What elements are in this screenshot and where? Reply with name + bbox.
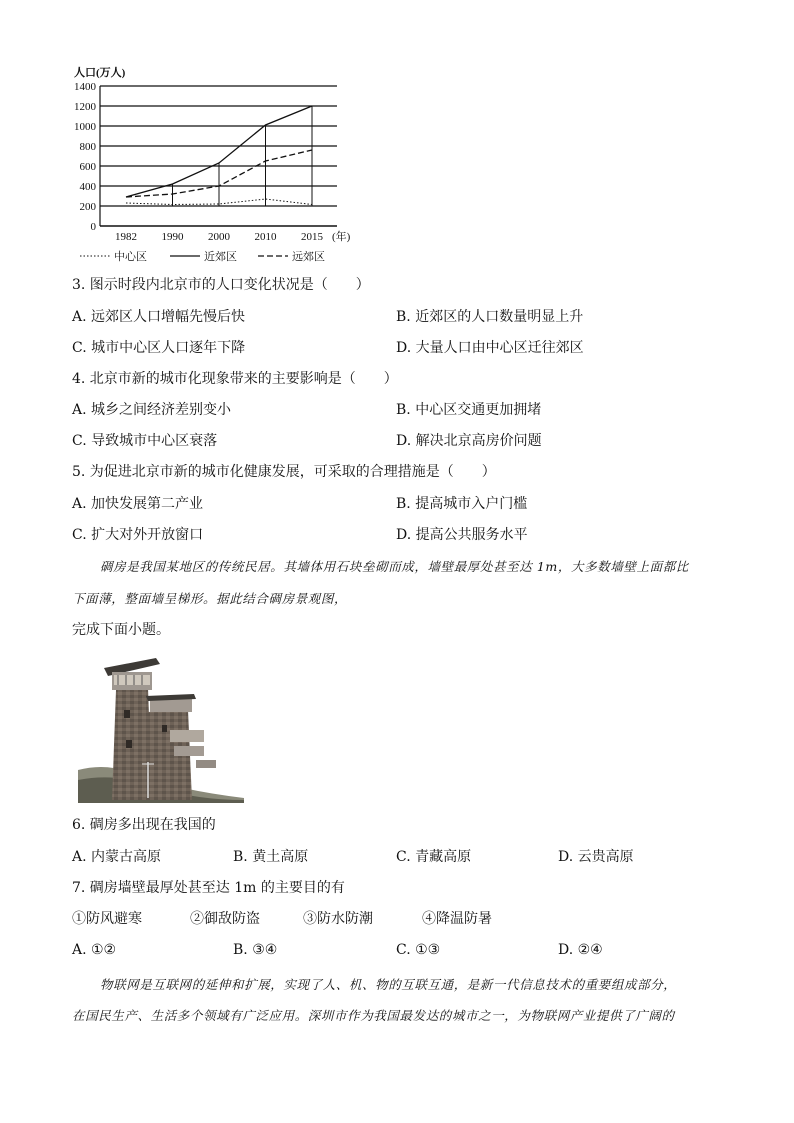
y-tick-label: 800 — [79, 141, 96, 153]
population-line-chart — [62, 58, 362, 268]
y-tick-label: 600 — [79, 161, 96, 173]
y-tick-label: 400 — [79, 181, 96, 193]
question-7-item-4: ④降温防暑 — [422, 911, 492, 927]
question-4-option-c[interactable]: C. 导致城市中心区衰落 — [72, 433, 218, 449]
passage-iot-line-2: 在国民生产、生活多个领域有广泛应用。深圳市作为我国最发达的城市之一，为物联网产业提供了广阔的 — [72, 1008, 675, 1023]
question-7-option-c[interactable]: C. ①③ — [396, 942, 441, 958]
question-7-item-1: ①防风避寒 — [72, 911, 142, 927]
chart-series — [126, 106, 312, 206]
x-tick-label: 2000 — [208, 231, 230, 243]
legend-label: 中心区 — [114, 251, 147, 263]
question-7-option-b[interactable]: B. ③④ — [233, 942, 278, 958]
x-tick-label: 2015 — [301, 231, 323, 243]
question-6-stem: 6. 碉房多出现在我国的 — [72, 817, 216, 833]
question-3-option-b[interactable]: B. 近郊区的人口数量明显上升 — [396, 309, 584, 325]
question-5-option-c[interactable]: C. 扩大对外开放窗口 — [72, 527, 204, 543]
question-7-item-2: ②御敌防盗 — [190, 911, 260, 927]
passage-diaofang-line-1: 碉房是我国某地区的传统民居。其墙体用石块垒砌而成，墙壁最厚处甚至达 1m，大多数墙壁上面都比 — [100, 559, 689, 574]
question-5-option-a[interactable]: A. 加快发展第二产业 — [72, 496, 204, 512]
y-tick-label: 1200 — [74, 101, 96, 113]
passage-iot-line-1: 物联网是互联网的延伸和扩展，实现了人、机、物的互联互通，是新一代信息技术的重要组成部分， — [100, 977, 677, 992]
x-tick-labels — [115, 231, 324, 243]
question-5-option-d[interactable]: D. 提高公共服务水平 — [396, 527, 528, 543]
question-3-option-a[interactable]: A. 远郊区人口增幅先慢后快 — [72, 309, 246, 325]
question-3-stem: 3. 图示时段内北京市的人口变化状况是（ ） — [72, 277, 370, 293]
legend-label: 远郊区 — [292, 251, 325, 263]
question-7-stem: 7. 碉房墙壁最厚处甚至达 1m 的主要目的有 — [72, 880, 345, 896]
x-axis-label: (年) — [332, 231, 351, 243]
question-6-option-b[interactable]: B. 黄土高原 — [233, 849, 309, 865]
y-tick-label: 1400 — [74, 81, 96, 93]
question-6-option-a[interactable]: A. 内蒙古高原 — [72, 849, 162, 865]
question-4-option-d[interactable]: D. 解决北京高房价问题 — [396, 433, 542, 449]
question-7-option-a[interactable]: A. ①② — [72, 942, 117, 958]
question-4-stem: 4. 北京市新的城市化现象带来的主要影响是（ ） — [72, 371, 398, 387]
chart-legend — [80, 249, 325, 263]
question-3-option-c[interactable]: C. 城市中心区人口逐年下降 — [72, 340, 246, 356]
y-tick-label: 1000 — [74, 121, 96, 133]
question-3-option-d[interactable]: D. 大量人口由中心区迁往郊区 — [396, 340, 584, 356]
diaofang-photo — [78, 650, 244, 803]
question-6-option-c[interactable]: C. 青藏高原 — [396, 849, 472, 865]
legend-label: 近郊区 — [204, 251, 237, 263]
question-7-option-d[interactable]: D. ②④ — [558, 942, 603, 958]
question-5-stem: 5. 为促进北京市新的城市化健康发展，可采取的合理措施是（ ） — [72, 464, 496, 480]
question-5-option-b[interactable]: B. 提高城市入户门槛 — [396, 496, 528, 512]
y-tick-label: 0 — [90, 221, 96, 233]
x-tick-label: 2010 — [254, 231, 277, 243]
x-tick-label: 1982 — [115, 231, 137, 243]
question-7-item-3: ③防水防潮 — [303, 911, 373, 927]
y-axis-label: 人口(万人) — [74, 67, 126, 79]
y-tick-labels — [74, 81, 97, 233]
question-4-option-a[interactable]: A. 城乡之间经济差别变小 — [72, 402, 232, 418]
question-4-option-b[interactable]: B. 中心区交通更加拥堵 — [396, 402, 542, 418]
passage-diaofang-line-3: 完成下面小题。 — [72, 622, 170, 638]
passage-diaofang-line-2: 下面薄，整面墙呈梯形。据此结合碉房景观图， — [72, 591, 348, 606]
question-6-option-d[interactable]: D. 云贵高原 — [558, 849, 634, 865]
x-tick-label: 1990 — [161, 231, 184, 243]
y-tick-label: 200 — [79, 201, 96, 213]
